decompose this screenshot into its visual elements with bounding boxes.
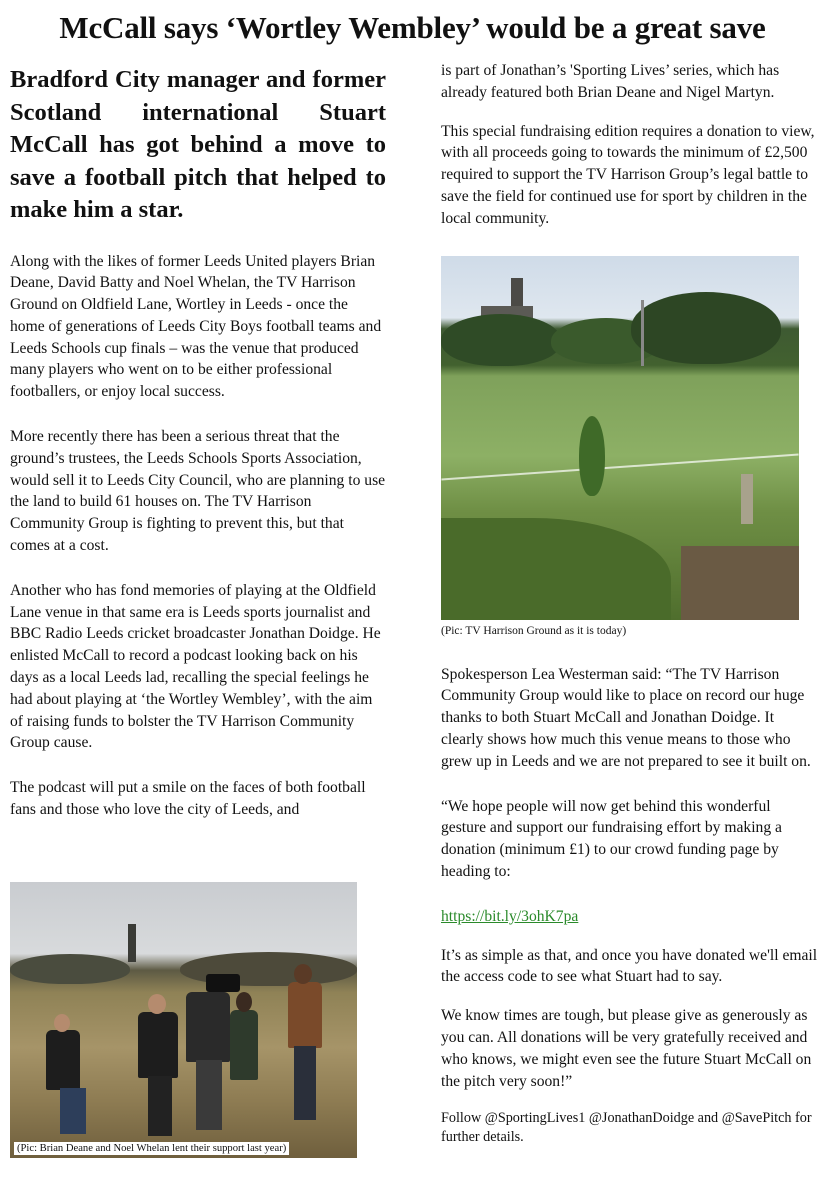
person-legs (196, 1060, 222, 1130)
person-figure (138, 1012, 178, 1078)
camera (206, 974, 240, 992)
tree-line (441, 314, 561, 366)
follow-note: Follow @SportingLives1 @JonathanDoidge and @SavePitch for further details. (441, 1110, 812, 1146)
person-figure (46, 1030, 80, 1090)
person-head (54, 1014, 70, 1032)
field-photo (10, 882, 357, 1158)
body-paragraph: Along with the likes of former Leeds United players Brian Deane, David Batty and Noel Whelan, the TV Harrison Ground on Oldfield Lane, Wortley in Leeds - once the home of generations of Leeds City Boys football teams and Leeds Schools cup finals – was the venue that produced many players who went on to be either professional footballers, or enjoy local success. (10, 252, 382, 401)
person-head (148, 994, 166, 1014)
headline: McCall says ‘Wortley Wembley’ would be a great save (59, 10, 766, 45)
link-paragraph (441, 906, 818, 928)
body-paragraph: “We hope people will now get behind this wonderful gesture and support our fundraising effort by making a donation (minimum £1) to our crowd funding page by heading to: (441, 797, 782, 880)
person-legs (294, 1046, 316, 1120)
footpath (681, 546, 799, 620)
field-photo-caption: (Pic: Brian Deane and Noel Whelan lent their support last year) (14, 1142, 289, 1155)
standfirst: Bradford City manager and former Scotland international Stuart McCall has got behind a move to save a football pitch that helped to make him a star. (10, 66, 386, 223)
foreground-grass (441, 518, 671, 620)
right-column (441, 60, 818, 1164)
church-spire (128, 924, 136, 962)
crowdfunding-link[interactable]: https://bit.ly/3ohK7pa (441, 907, 579, 925)
body-paragraph: is part of Jonathan’s 'Sporting Lives’ series, which has already featured both Brian Deane and Nigel Martyn. (441, 62, 780, 101)
person-legs (148, 1076, 172, 1136)
person-figure (230, 1010, 258, 1080)
body-paragraph: More recently there has been a serious threat that the ground’s trustees, the Leeds Schools Sports Association, would sell it to Leeds City Council, who are planning to use the land to build 61 houses on. The TV Harrison Community Group is fighting to prevent this, but that comes at a cost. (10, 428, 386, 555)
camera-operator (186, 992, 230, 1062)
body-paragraph: Spokesperson Lea Westerman said: “The TV Harrison Community Group would like to place on record our huge thanks to both Stuart McCall and Jonathan Doidge. It clearly shows how much this venue means to those who grew up in Leeds and we are not prepared to see it built on. (441, 665, 811, 770)
distant-trees (10, 954, 130, 984)
body-paragraph: We know times are tough, but please give as generously as you can. All donations will be very gratefully received and who knows, we might even see the future Stuart McCall on the pitch very soon!” (441, 1007, 812, 1090)
floodlight-pole (641, 300, 644, 366)
body-paragraph: This special fundraising edition requires a donation to view, with all proceeds going to towards the minimum of £2,500 required to support the TV Harrison Group’s legal battle to save the field for continued use for sport by children in the local community. (441, 122, 815, 227)
body-paragraph: It’s as simple as that, and once you have donated we'll email the access code to see what Stuart had to say. (441, 946, 818, 986)
person-head (294, 964, 312, 984)
fence-post (741, 474, 753, 524)
pitch-photo-caption: (Pic: TV Harrison Ground as it is today) (441, 624, 627, 637)
person-legs (60, 1088, 86, 1134)
person-figure (288, 982, 322, 1048)
large-tree (631, 292, 781, 364)
pitch-photo (441, 256, 799, 620)
young-tree (579, 416, 605, 496)
left-column (10, 64, 386, 844)
body-paragraph: The podcast will put a smile on the faces of both football fans and those who love the city of Leeds, and (10, 779, 366, 819)
body-paragraph: Another who has fond memories of playing at the Oldfield Lane venue in that same era is Leeds sports journalist and BBC Radio Leeds cricket broadcaster Jonathan Doidge. He enlisted McCall to record a podcast looking back on his days as a local Leeds lad, recalling the special feelings he had about playing at ‘the Wortley Wembley’, with the aim of raising funds to bolster the TV Harrison Community Group cause. (10, 581, 381, 752)
person-head (236, 992, 252, 1012)
